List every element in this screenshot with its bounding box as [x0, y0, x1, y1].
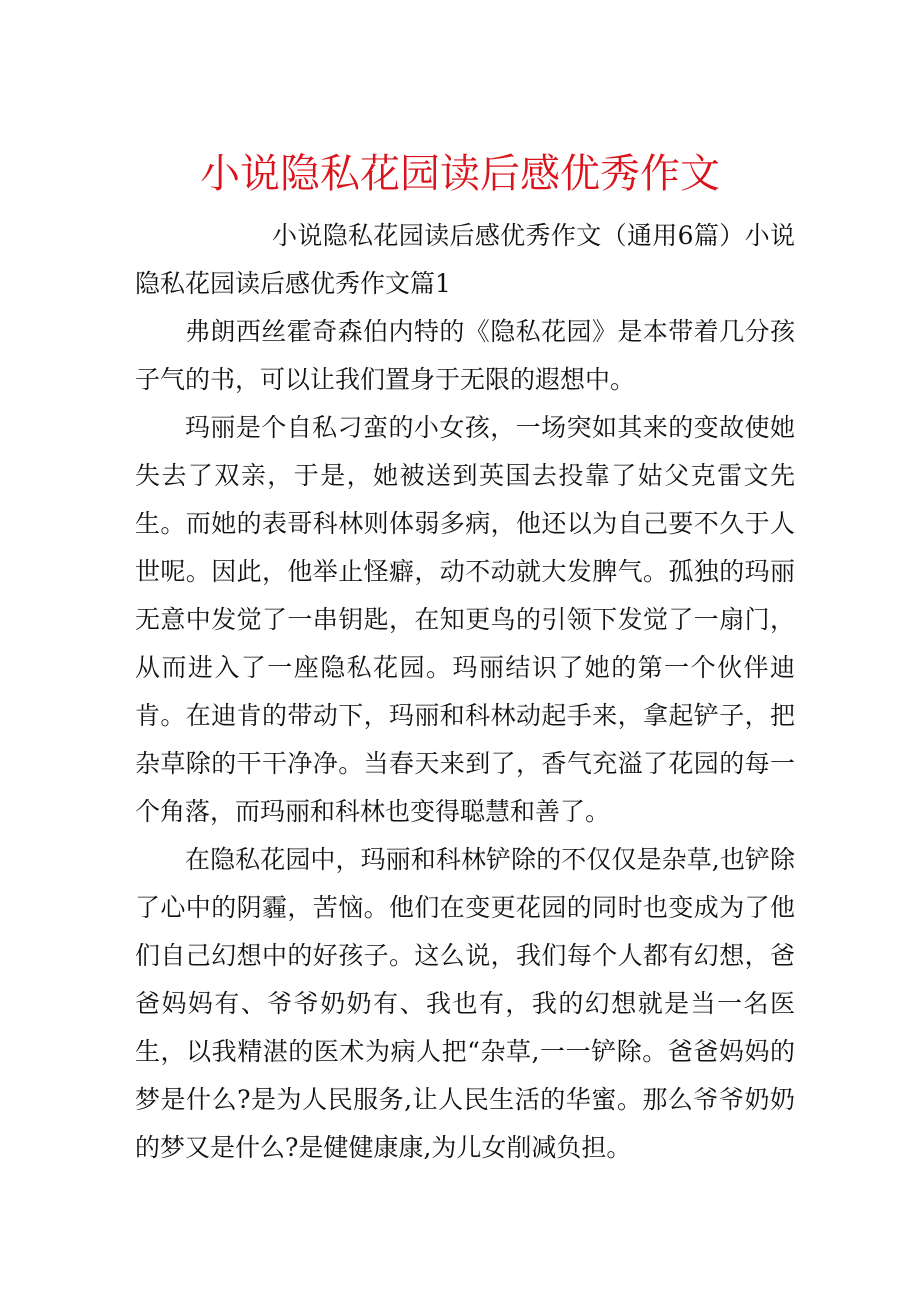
document-title: 小说隐私花园读后感优秀作文: [200, 151, 720, 197]
paragraph-1: 弗朗西丝霍奇森伯内特的《隐私花园》是本带着几分孩子气的书，可以让我们置身于无限的遐想中。: [135, 317, 795, 394]
intro-line: 小说隐私花园读后感优秀作文（通用6篇）小说隐私花园读后感优秀作文篇1: [135, 221, 795, 298]
paragraph-3: 在隐私花园中，玛丽和科林铲除的不仅仅是杂草,也铲除了心中的阴霾，苦恼。他们在变更花园的同时也变成为了他们自己幻想中的好孩子。这么说，我们每个人都有幻想，爸爸妈妈有、爷爷奶奶有、我也有，我的幻想就是当一名医生，以我精湛的医术为病人把“杂草,一一铲除。爸爸妈妈的梦是什么?是为人民服务,让人民生活的华蜜。那么爷爷奶奶的梦又是什么?是健健康康,为儿女削减负担。: [135, 845, 795, 1162]
paragraph-2: 玛丽是个自私刁蛮的小女孩，一场突如其来的变故使她失去了双亲，于是，她被送到英国去投靠了姑父克雷文先生。而她的表哥科林则体弱多病，他还以为自己要不久于人世呢。因此，他举止怪癖，动不动就大发脾气。孤独的玛丽无意中发觉了一串钥匙，在知更鸟的引领下发觉了一扇门，从而进入了一座隐私花园。玛丽结识了她的第一个伙伴迪肯。在迪肯的带动下，玛丽和科林动起手来，拿起铲子，把杂草除的干干净净。当春天来到了，香气充溢了花园的每一个角落，而玛丽和科林也变得聪慧和善了。: [135, 413, 795, 826]
